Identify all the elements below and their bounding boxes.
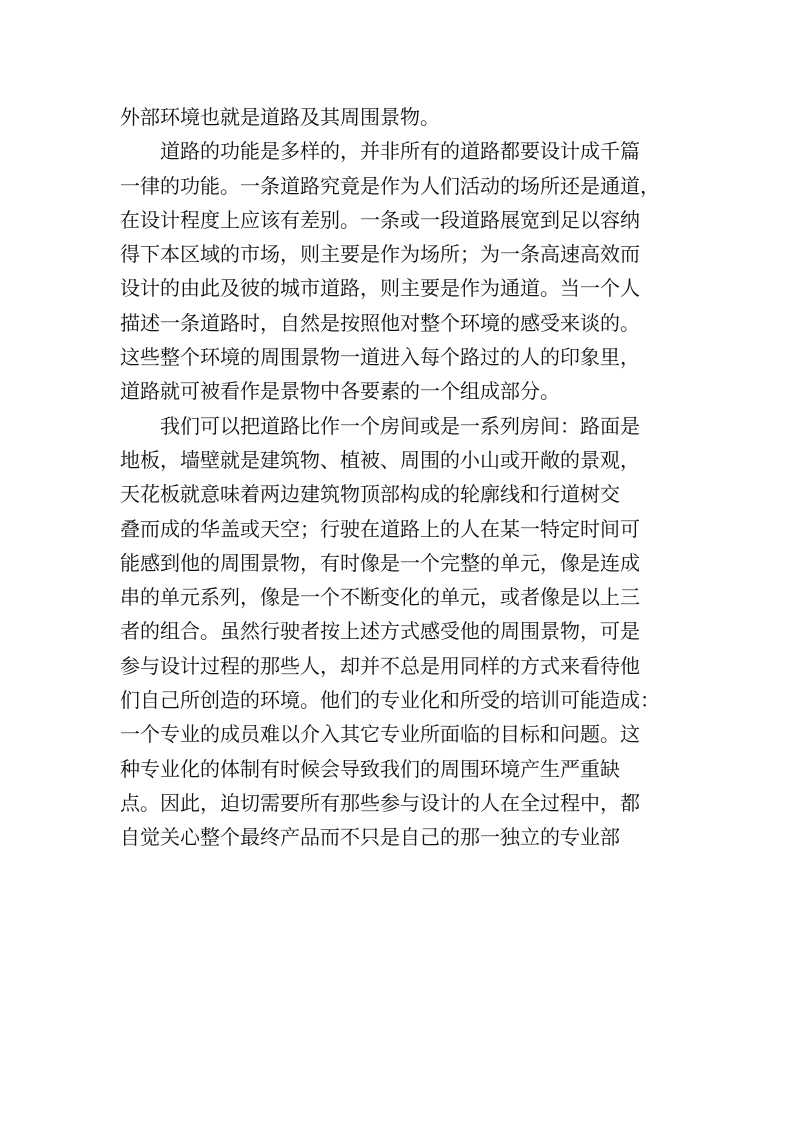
text-line: 自觉关心整个最终产品而不只是自己的那一独立的专业部 — [120, 825, 620, 850]
paragraph-start-line: 道路的功能是多样的，并非所有的道路都要设计成千篇 — [160, 139, 640, 164]
text-line: 者的组合。虽然行驶者按上述方式感受他的周围景物，可是 — [120, 619, 640, 644]
document-body — [120, 100, 690, 855]
text-line: 串的单元系列，像是一个不断变化的单元，或者像是以上三 — [120, 585, 640, 610]
paragraph-start-line: 我们可以把道路比作一个房间或是一系列房间：路面是 — [160, 413, 640, 438]
text-line: 能感到他的周围景物，有时像是一个完整的单元，像是连成 — [120, 550, 640, 575]
text-line: 得下本区域的市场，则主要是作为场所；为一条高速高效而 — [120, 242, 640, 267]
text-line: 天花板就意味着两边建筑物顶部构成的轮廓线和行道树交 — [120, 482, 620, 507]
text-line: 设计的由此及彼的城市道路，则主要是作为通道。当一个人 — [120, 276, 640, 301]
text-line: 在设计程度上应该有差别。一条或一段道路展宽到足以容纳 — [120, 207, 640, 232]
text-line: 道路就可被看作是景物中各要素的一个组成部分。 — [120, 379, 560, 404]
text-line: 一律的功能。一条道路究竟是作为人们活动的场所还是通道， — [120, 173, 660, 198]
text-line: 点。因此，迫切需要所有那些参与设计的人在全过程中，都 — [120, 790, 640, 815]
text-line: 地板，墙壁就是建筑物、植被、周围的小山或开敞的景观， — [120, 447, 640, 472]
text-line: 叠而成的华盖或天空；行驶在道路上的人在某一特定时间可 — [120, 516, 640, 541]
text-line: 外部环境也就是道路及其周围景物。 — [120, 105, 440, 129]
text-line: 描述一条道路时，自然是按照他对整个环境的感受来谈的。 — [120, 310, 640, 335]
text-line: 一个专业的成员难以介入其它专业所面临的目标和问题。这 — [120, 722, 640, 747]
text-line: 这些整个环境的周围景物一道进入每个路过的人的印象里， — [120, 345, 640, 370]
text-line: 种专业化的体制有时候会导致我们的周围环境产生严重缺 — [120, 756, 620, 781]
text-line: 参与设计过程的那些人，却并不总是用同样的方式来看待他 — [120, 653, 640, 678]
text-line: 们自己所创造的环境。他们的专业化和所受的培训可能造成： — [120, 688, 660, 713]
